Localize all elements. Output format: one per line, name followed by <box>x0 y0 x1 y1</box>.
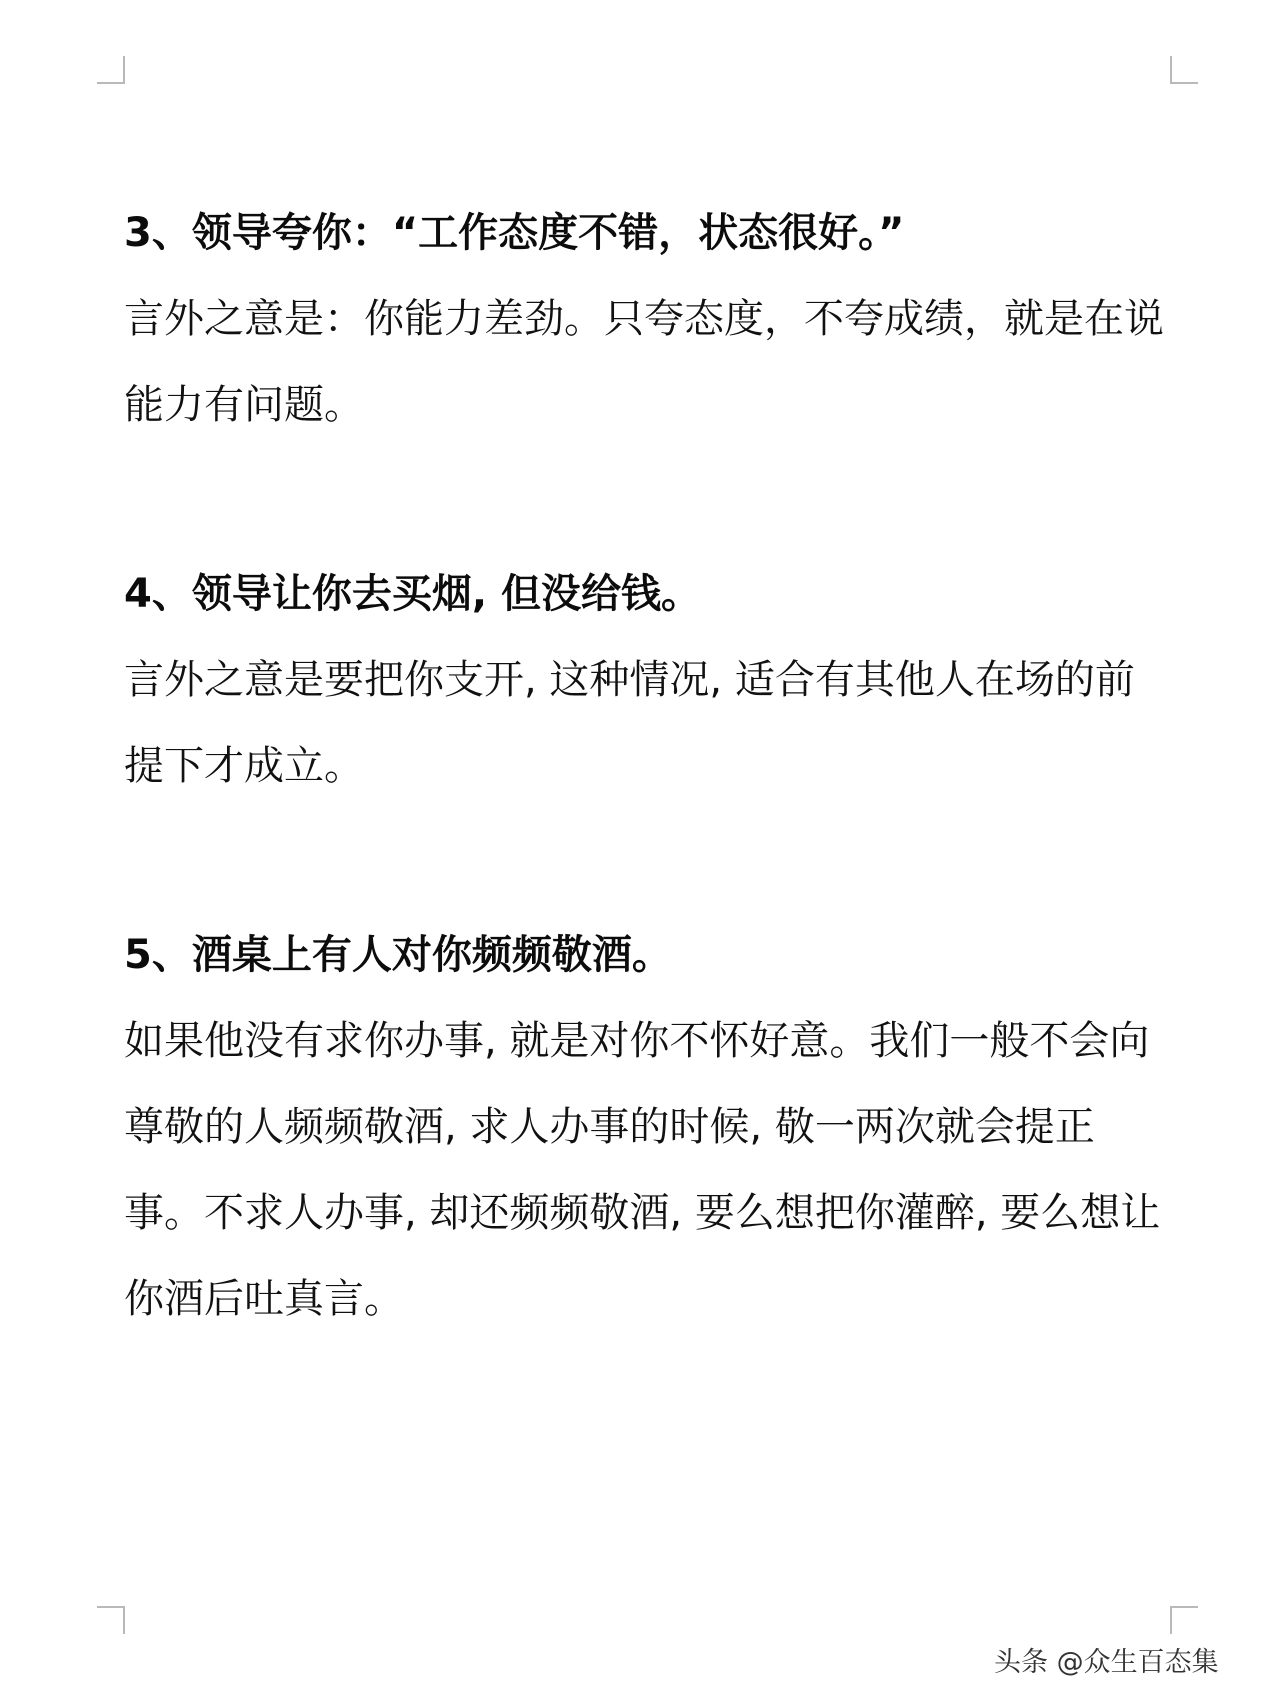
section-heading: 3、领导夸你：“工作态度不错，状态很好。” <box>124 210 905 256</box>
section-body: 言外之意是：你能力差劲。只夸态度，不夸成绩，就是在说能力有问题。 <box>124 296 1164 428</box>
crop-mark-top-left <box>97 56 125 84</box>
section-heading: 5、酒桌上有人对你频频敬酒。 <box>124 932 672 978</box>
crop-mark-bottom-left <box>97 1606 125 1634</box>
section-heading: 4、领导让你去买烟, 但没给钱。 <box>124 571 701 617</box>
section-body: 如果他没有求你办事, 就是对你不怀好意。我们一般不会向尊敬的人频频敬酒, 求人办事的时候, 敬一两次就会提正事。不求人办事, 却还频频敬酒, 要么想把你灌醉, 要么想让你酒后吐真言。 <box>124 1018 1161 1322</box>
section-3 <box>124 190 1174 448</box>
section-4 <box>124 551 1174 809</box>
document-content <box>124 190 1174 1445</box>
crop-mark-top-right <box>1170 56 1198 84</box>
section-body: 言外之意是要把你支开, 这种情况, 适合有其他人在场的前提下才成立。 <box>124 657 1135 789</box>
watermark: 头条 @众生百态集 <box>994 1647 1219 1678</box>
section-5 <box>124 912 1174 1342</box>
crop-mark-bottom-right <box>1170 1606 1198 1634</box>
